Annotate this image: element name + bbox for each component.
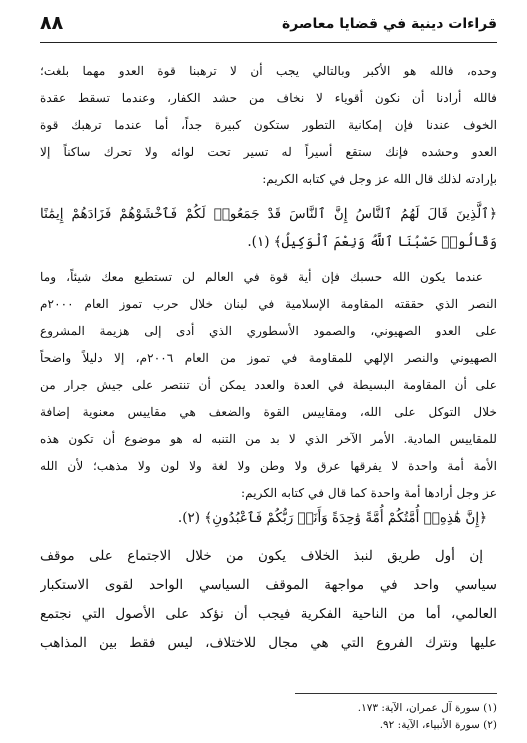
- verse-line: ﴿ٱلَّذِينَ قَالَ لَهُمُ ٱلنَّاسُ إِنَّ ٱلنَّاسَ قَدْ جَمَعُوا۟ لَكُمْ فَٱخْشَوْهُمْ فَزَادَهُمْ إِيمَٰنًا: [40, 206, 497, 222]
- page-number: ٨٨: [40, 12, 64, 34]
- text-line: العدو وحشده فإنك ستقع أسيراً له تسير تحت لوائه ولا تحرك ساكناً إلا: [40, 145, 497, 159]
- page-header: [40, 12, 497, 43]
- text-line: الخوف عندنا فإن إمكانية التطور ستكون كبيرة جداً، أما عندما ترهبك قوة: [40, 118, 497, 132]
- text-line: فالله أرادنا أن نكون أقوياء لا نخاف من حشد الكفار، وعندما تسقط عقدة: [40, 91, 497, 105]
- footnote-1: (١) سورة آل عمران، الآية: ١٧٣.: [357, 702, 497, 714]
- text-line: خلال التوكل على الله، ومقاييس القوة والضعف هي مقاييس معنوية إضافة: [40, 405, 497, 419]
- quran-verse-2: [40, 504, 497, 532]
- footnote-2: (٢) سورة الأنبياء، الآية: ٩٢.: [379, 719, 497, 731]
- text-line: الأمة أمة واحدة لا يفرقها عرق ولا وطن ولا لغة ولا لون ولا مذهب؛ لأن الله: [40, 459, 497, 473]
- text-line: بإرادته لذلك قال الله عز وجل في كتابه الكريم:: [262, 172, 497, 186]
- paragraph-1: [40, 58, 497, 193]
- text-line: العالمي، أما من الناحية الفكرية فيجب أن نؤكد على الأصول التي نجتمع: [40, 606, 497, 622]
- footnote-separator: [295, 693, 497, 694]
- text-line: النصر الذي حققته المقاومة الإسلامية في لبنان خلال حرب تموز العام ٢٠٠٠م: [40, 297, 497, 311]
- quran-verse-1: [40, 200, 497, 256]
- text-line: على أن المقاومة البسيطة في العدة والعدد يمكن أن تنتصر على جيش جرار من: [40, 378, 497, 392]
- text-line: عليها ونترك الفروع التي هي مجال للاختلاف، ليس فقط بين المذاهب: [40, 635, 497, 651]
- text-line: إن أول طريق لنبذ الخلاف يكون من خلال الاجتماع على موقف: [40, 548, 483, 564]
- running-title: قراءات دينية في قضايا معاصرة: [282, 16, 497, 32]
- verse-line: ﴿إِنَّ هَٰذِهِۦٓ أُمَّتُكُمْ أُمَّةً وَٰحِدَةً وَأَنَا۠ رَبُّكُمْ فَٱعْبُدُونِ﴾ (٢).: [177, 510, 487, 526]
- text-line: عندما يكون الله حسبك فإن أية قوة في العالم لن تستطيع معك شيئاً، وما: [40, 270, 483, 284]
- verse-line: وَقَالُوا۟ حَسْبُنَا ٱللَّهُ وَنِعْمَ ٱلْوَكِيلُ﴾ (١).: [247, 234, 497, 250]
- text-line: سياسي واحد في مواجهة الموقف السياسي الواحد لقوى الاستكبار: [40, 577, 497, 593]
- paragraph-2: [40, 264, 497, 507]
- text-line: الصهيوني والنصر الإلهي للمقاومة في تموز من العام ٢٠٠٦م، إلا دليلاً واضحاً: [40, 351, 497, 365]
- text-line: على العدو الصهيوني، والصمود الأسطوري الذي أدى إلى هزيمة المشروع: [40, 324, 497, 338]
- text-line: للمقاييس المادية. الأمر الآخر الذي لا بد من التنبه له هو موضوع أن تكون هذه: [40, 432, 497, 446]
- footnotes: [197, 700, 497, 734]
- paragraph-3: [40, 542, 497, 658]
- text-line: وحده، فالله هو الأكبر وبالتالي يجب أن لا ترهبنا قوة العدو مهما بلغت؛: [40, 64, 497, 78]
- text-line: عز وجل أرادها أمة واحدة كما قال في كتابه الكريم:: [241, 486, 497, 500]
